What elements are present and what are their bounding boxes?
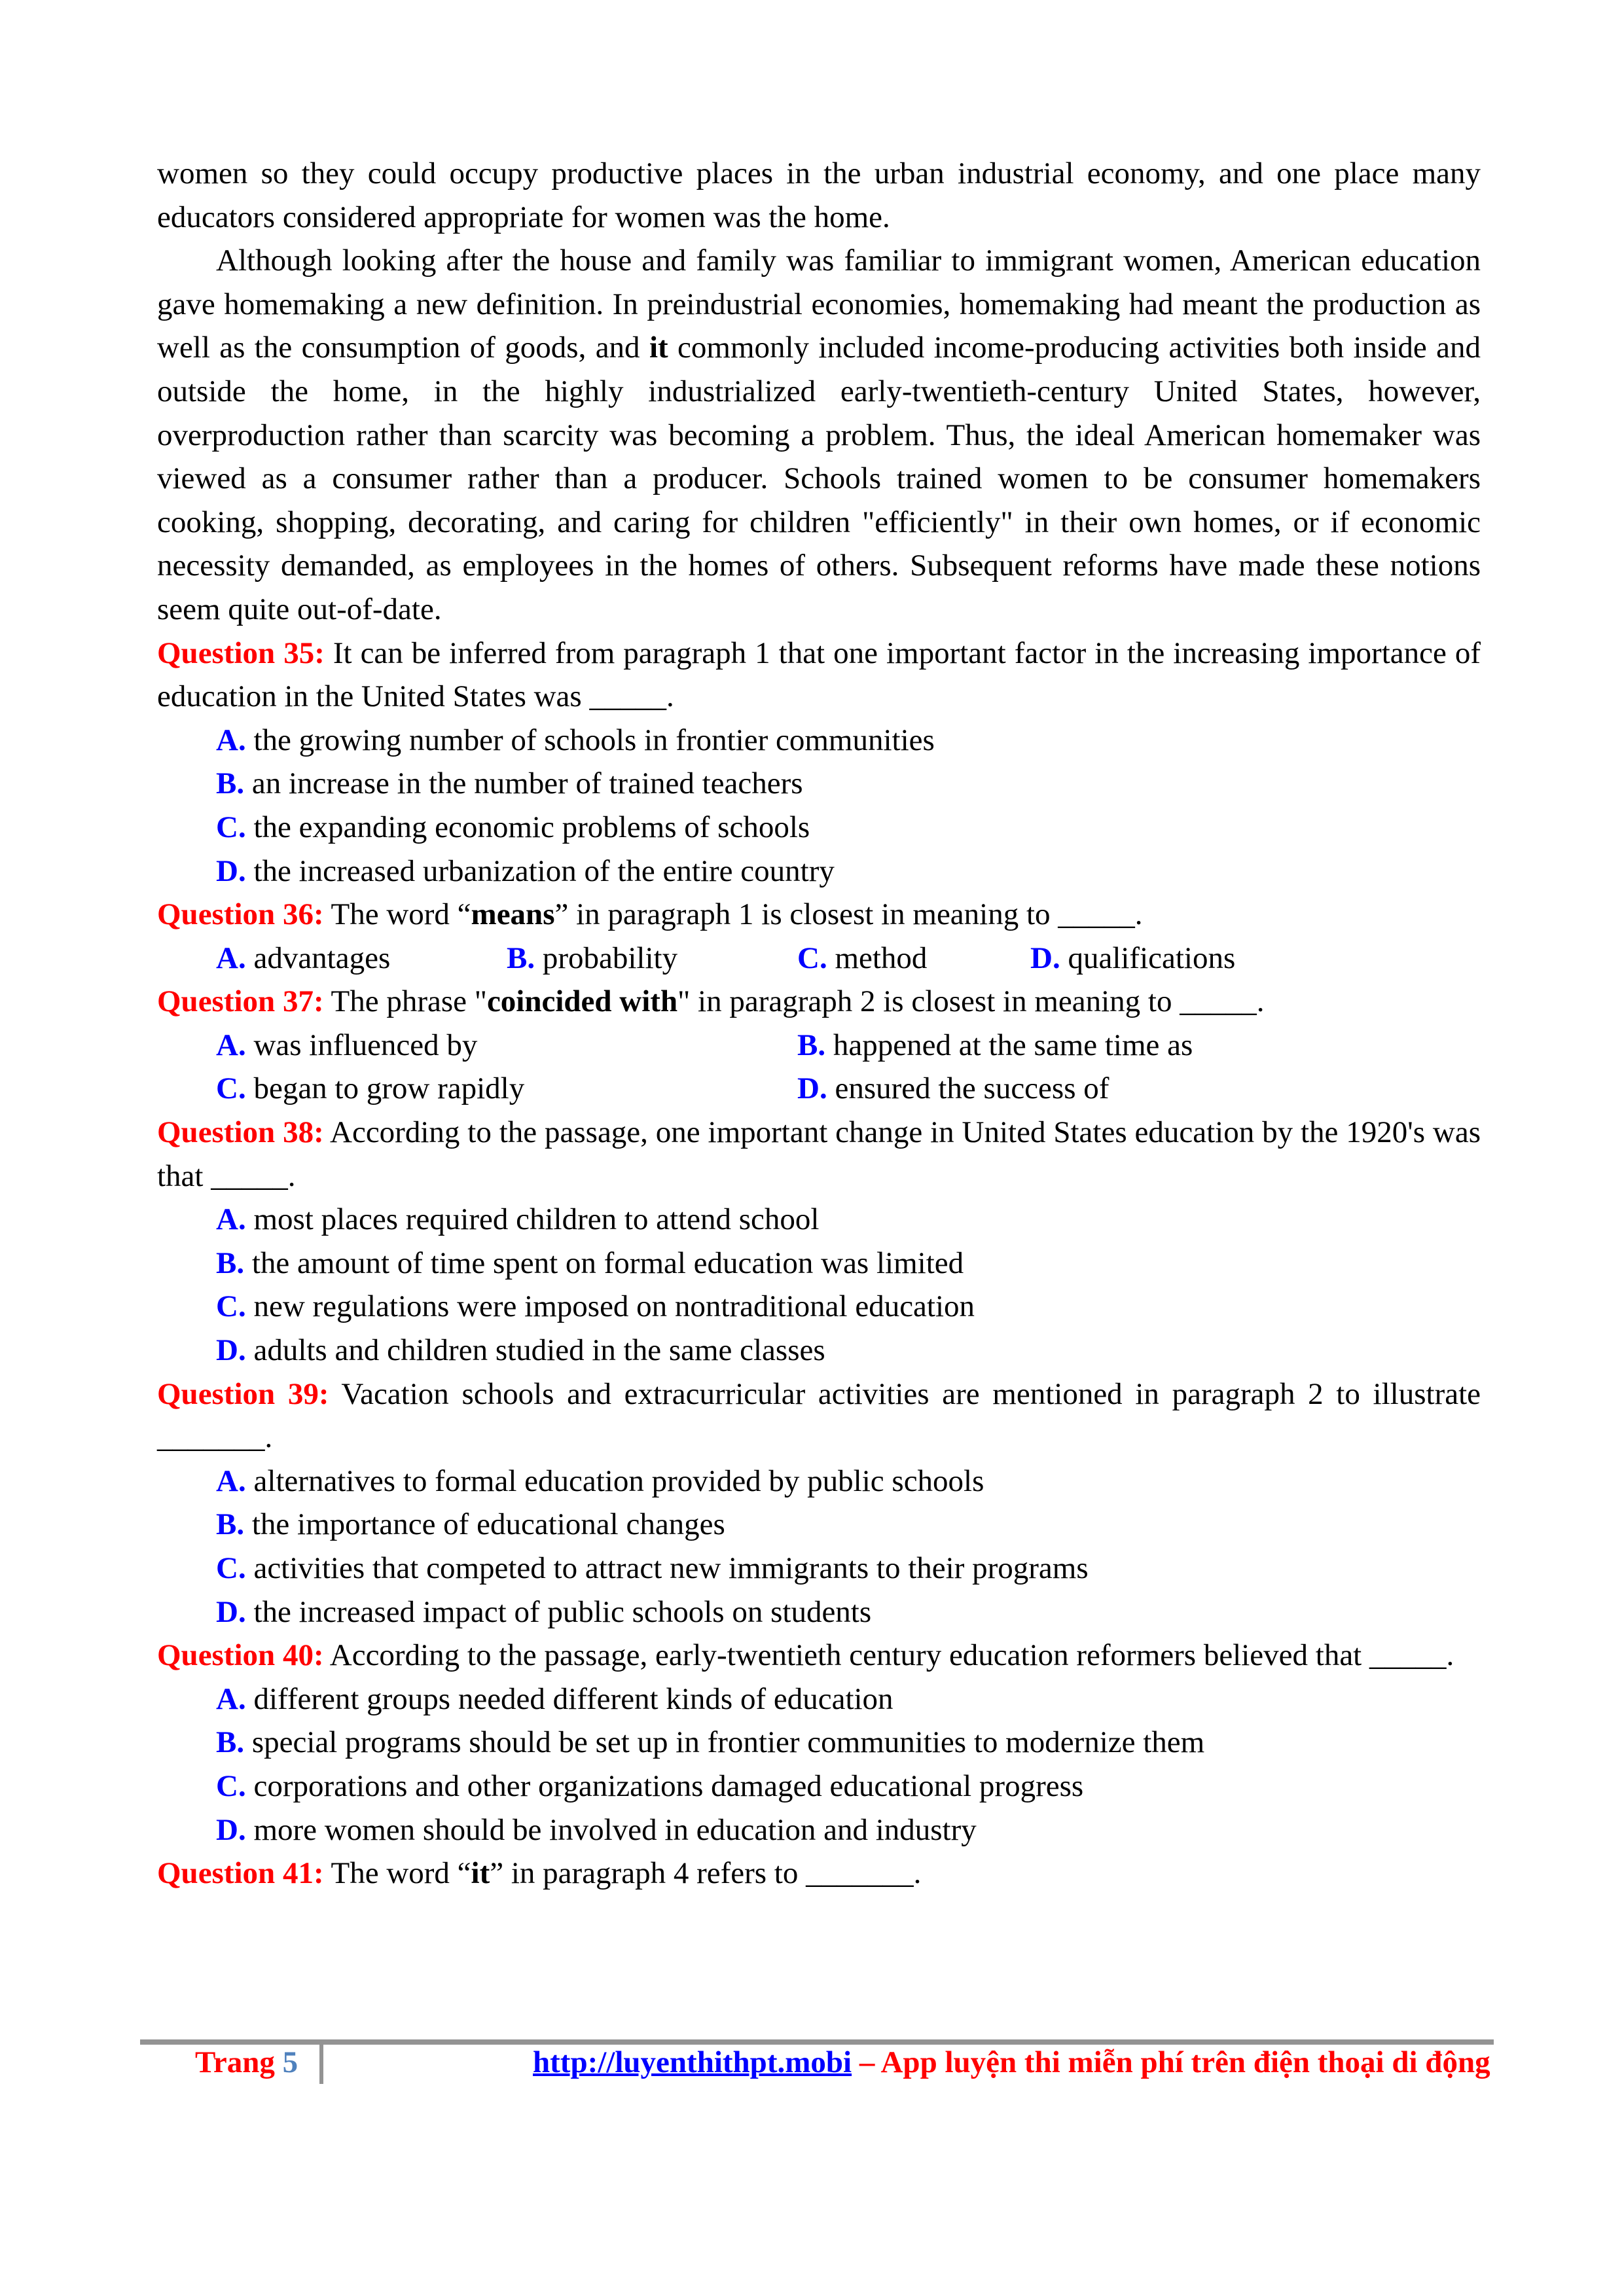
question-stem: Question 41: The word “it” in paragraph 4 refers to _______. (157, 1856, 922, 1891)
question-stem: Question 36: The word “means” in paragraph 1 is closest in meaning to _____. (157, 897, 1143, 932)
keyword: coincided with (486, 984, 678, 1019)
option-a[interactable]: A. was influenced by (216, 1028, 478, 1062)
option-a[interactable]: A. advantages (216, 941, 391, 975)
option-a[interactable]: A. the growing number of schools in frontier communities (216, 723, 935, 757)
question-label: Question 35: (157, 636, 325, 670)
options-row (157, 937, 1481, 980)
question-label: Question 37: (157, 984, 324, 1019)
page-label: Trang (195, 2045, 275, 2079)
document-body (157, 152, 1481, 1895)
website-link[interactable]: http://luyenthithpt.mobi (533, 2045, 852, 2079)
option-d[interactable]: D. qualifications (1030, 941, 1236, 975)
option-d[interactable]: D. ensured the success of (797, 1071, 1110, 1106)
promo-text: – App luyện thi miễn phí trên điện thoại di động (852, 2045, 1490, 2079)
option-a[interactable]: A. most places required children to attend school (216, 1202, 820, 1237)
question-41 (157, 1852, 1481, 1895)
page-footer (195, 2041, 1490, 2084)
option-b[interactable]: B. the amount of time spent on formal education was limited (216, 1246, 964, 1280)
option-d[interactable]: D. the increased impact of public schools on students (216, 1594, 872, 1629)
option-d[interactable]: D. adults and children studied in the same classes (216, 1333, 825, 1368)
question-39 (157, 1372, 1481, 1634)
footer-promo-line (533, 2041, 1490, 2084)
option-c[interactable]: C. began to grow rapidly (216, 1071, 525, 1106)
question-label: Question 41: (157, 1856, 324, 1891)
option-c[interactable]: C. method (797, 941, 928, 975)
option-a[interactable]: A. alternatives to formal education provided by public schools (216, 1463, 984, 1498)
option-d[interactable]: D. the increased urbanization of the entire country (216, 853, 835, 888)
option-c[interactable]: C. corporations and other organizations damaged educational progress (216, 1768, 1084, 1803)
question-stem: Question 37: The phrase "coincided with" in paragraph 2 is closest in meaning to _____. (157, 984, 1265, 1019)
question-36 (157, 893, 1481, 980)
option-b[interactable]: B. probability (507, 941, 678, 975)
question-35 (157, 632, 1481, 893)
option-c[interactable]: C. the expanding economic problems of schools (216, 810, 810, 844)
question-stem: Question 40: According to the passage, early-twentieth century education reformers believed that _____. (157, 1638, 1454, 1673)
footer-separator (319, 2045, 323, 2084)
option-b[interactable]: B. special programs should be set up in frontier communities to modernize them (216, 1725, 1205, 1760)
question-stem: Question 35: It can be inferred from paragraph 1 that one important factor in the increasing importance of education in the United States was _____. (157, 636, 1481, 714)
question-stem: Question 38: According to the passage, one important change in United States education by the 1920's was that _____. (157, 1115, 1481, 1193)
option-b[interactable]: B. an increase in the number of trained teachers (216, 766, 803, 801)
question-label: Question 36: (157, 897, 324, 932)
option-d[interactable]: D. more women should be involved in education and industry (216, 1812, 977, 1847)
option-c[interactable]: C. activities that competed to attract new immigrants to their programs (216, 1551, 1089, 1585)
question-stem: Question 39: Vacation schools and extracurricular activities are mentioned in paragraph 2 to illustrate _______. (157, 1376, 1481, 1455)
option-b[interactable]: B. happened at the same time as (797, 1028, 1193, 1062)
question-38 (157, 1111, 1481, 1372)
question-40 (157, 1634, 1481, 1852)
passage-paragraph-4: Although looking after the house and family was familiar to immigrant women, American education gave homemaking a new definition. In preindustrial economies, homemaking had meant the production as well as the consumption of goods, and it commonly included income-producing activities both inside and outside the home, in the highly industrialized early-twentieth-century United States, however, overproduction rather than scarcity was becoming a problem. Thus, the ideal American homemaker was viewed as a consumer rather than a producer. Schools trained women to be consumer homemakers cooking, shopping, decorating, and caring for children "efficiently" in their own homes, or if economic necessity demanded, as employees in the homes of others. Subsequent reforms have made these notions seem quite out-of-date. (157, 243, 1481, 626)
option-c[interactable]: C. new regulations were imposed on nontraditional education (216, 1289, 975, 1324)
question-label: Question 39: (157, 1376, 329, 1411)
question-label: Question 40: (157, 1638, 324, 1673)
option-a[interactable]: A. different groups needed different kinds of education (216, 1681, 893, 1716)
keyword: means (471, 897, 555, 932)
question-37 (157, 980, 1481, 1111)
keyword: it (471, 1856, 490, 1891)
passage-paragraph-3-tail: women so they could occupy productive places in the urban industrial economy, and one place many educators considered appropriate for women was the home. (157, 156, 1481, 234)
option-b[interactable]: B. the importance of educational changes (216, 1507, 725, 1542)
options-grid (157, 1024, 1481, 1111)
question-label: Question 38: (157, 1115, 324, 1150)
page-number: 5 (282, 2045, 298, 2079)
highlighted-word-it: it (649, 331, 668, 365)
